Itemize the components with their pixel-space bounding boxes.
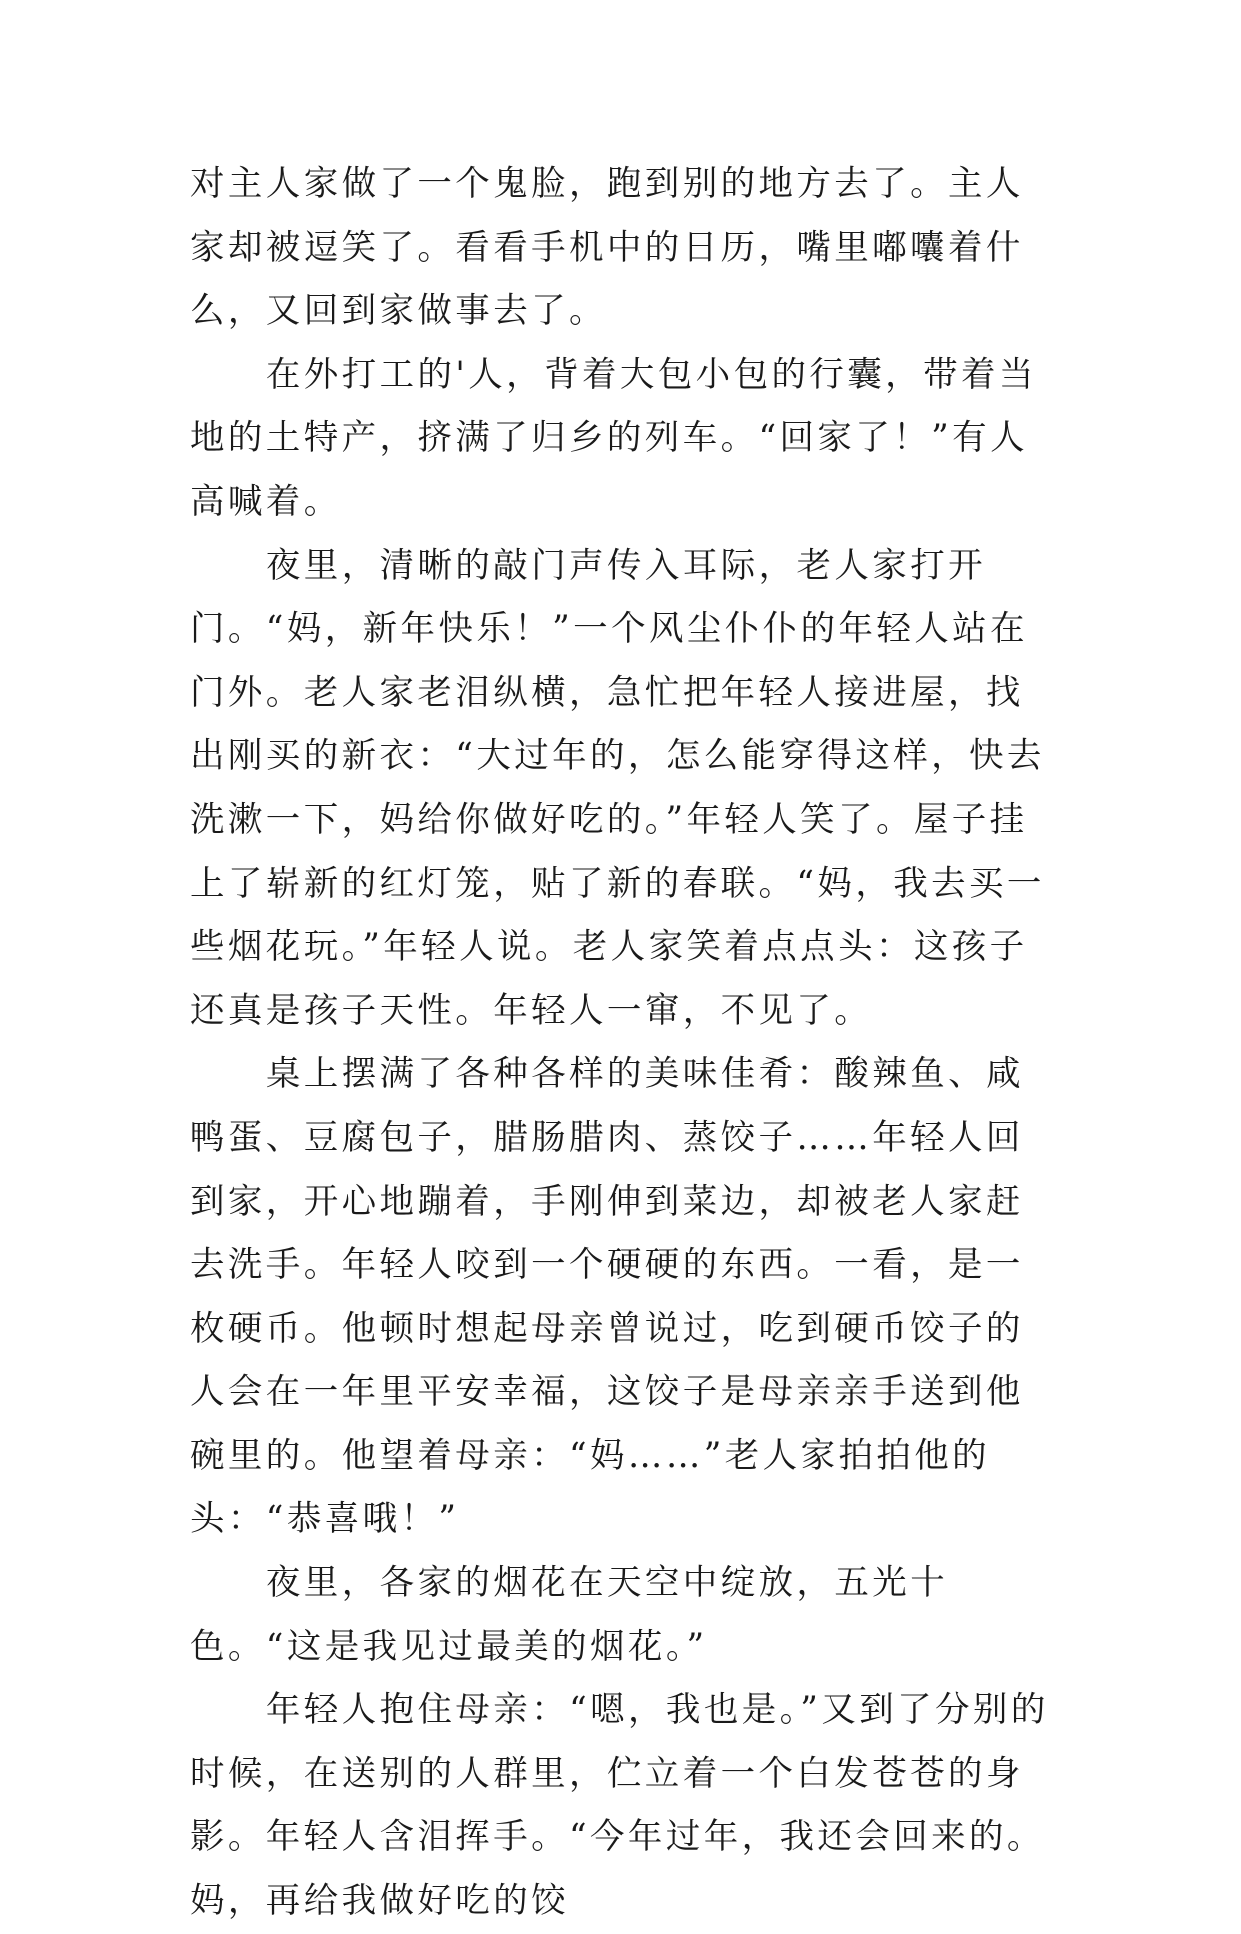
paragraph-migrant-workers: 在外打工的'人，背着大包小包的行囊，带着当地的土特产，挤满了归乡的列车。“回家了！”有人高喊着。	[190, 354, 1037, 522]
paragraph-fireworks: 夜里，各家的烟花在天空中绽放，五光十色。“这是我见过最美的烟花。”	[190, 1563, 949, 1667]
paragraph-knock-at-door: 夜里，清晰的敲门声传入耳际，老人家打开门。“妈，新年快乐！”一个风尘仆仆的年轻人站在门外。老人家老泪纵横，急忙把年轻人接进屋，找出刚买的新衣：“大过年的，怎么能穿得这样，快去洗漱一下，妈给你做好吃的。”年轻人笑了。屋子挂上了崭新的红灯笼，贴了新的春联。“妈，我去买一些烟花玩。”年轻人说。老人家笑着点点头：这孩子还真是孩子天性。年轻人一窜，不见了。	[190, 545, 1045, 1031]
paragraph-farewell: 年轻人抱住母亲：“嗯，我也是。”又到了分别的时候，在送别的人群里，伫立着一个白发苍苍的身影。年轻人含泪挥手。“今年过年，我还会回来的。妈，再给我做好吃的饺	[190, 1690, 1049, 1922]
article-body	[190, 153, 1060, 1934]
paragraph-continuation: 对主人家做了一个鬼脸，跑到别的地方去了。主人家却被逗笑了。看看手机中的日历，嘴里嘟囔着什么，又回到家做事去了。	[190, 164, 1024, 332]
paragraph-dinner-table: 桌上摆满了各种各样的美味佳肴：酸辣鱼、咸鸭蛋、豆腐包子，腊肠腊肉、蒸饺子……年轻人回到家，开心地蹦着，手刚伸到菜边，却被老人家赶去洗手。年轻人咬到一个硬硬的东西。一看，是一枚硬币。他顿时想起母亲曾说过，吃到硬币饺子的人会在一年里平安幸福，这饺子是母亲亲手送到他碗里的。他望着母亲：“妈……”老人家拍拍他的头：“恭喜哦！”	[190, 1054, 1024, 1540]
